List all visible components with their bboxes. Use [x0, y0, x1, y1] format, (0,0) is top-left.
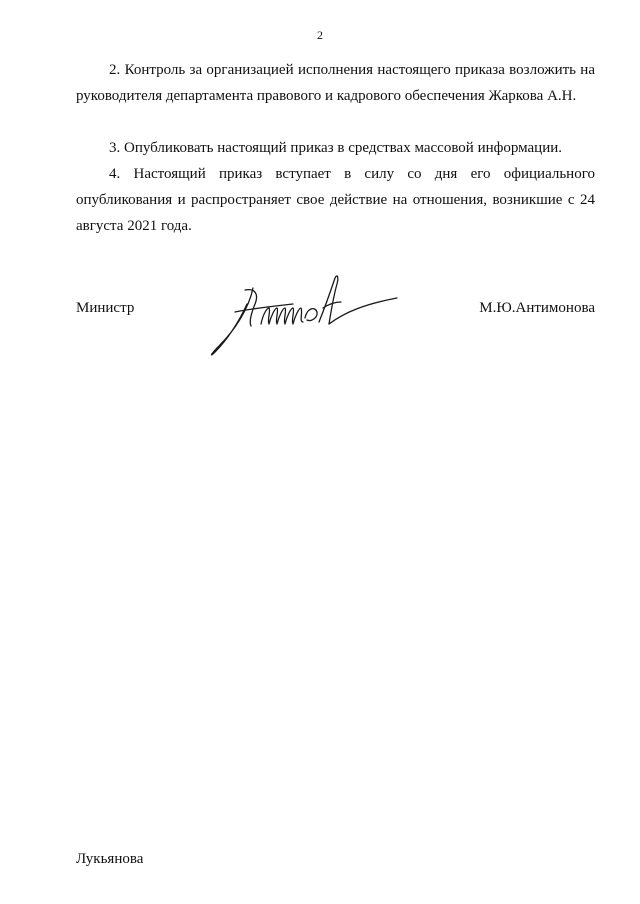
signer-position: Министр: [76, 300, 135, 316]
paragraph-4: 4. Настоящий приказ вступает в силу со дня его официального опубликования и распространяет свое действие на отношения, возникшие с 24 августа 2021 года.: [76, 166, 595, 234]
signer-name: М.Ю.Антимонова: [479, 300, 595, 316]
paragraph-2: 2. Контроль за организацией исполнения настоящего приказа возложить на руководителя департамента правового и кадрового обеспечения Жаркова А.Н.: [76, 62, 595, 104]
paragraph-3: 3. Опубликовать настоящий приказ в средствах массовой информации.: [109, 140, 563, 156]
handwritten-signature: [205, 268, 400, 360]
page-number: 2: [317, 28, 323, 42]
executor-name: Лукьянова: [76, 851, 144, 867]
